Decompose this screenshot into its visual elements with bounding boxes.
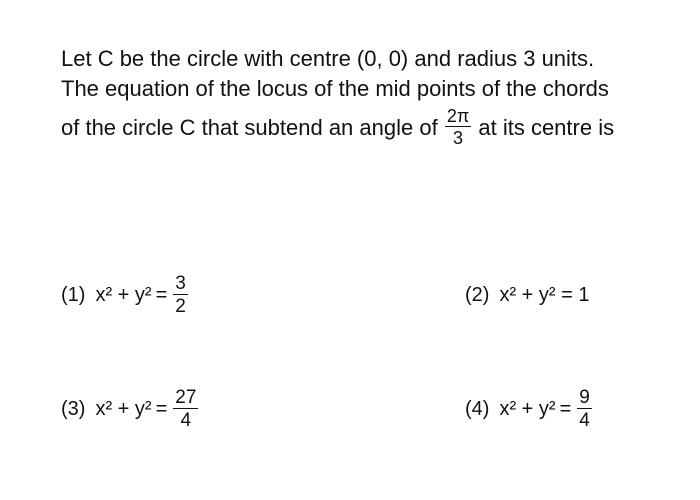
question-line-3-text: of the circle C that subtend an angle of [61, 114, 438, 140]
angle-numerator: 2π [446, 106, 470, 126]
option-1-label: (1) [61, 283, 86, 306]
option-3-label: (3) [61, 397, 86, 420]
option-3-denominator: 4 [180, 410, 192, 431]
option-2[interactable] [465, 270, 589, 320]
option-3-fraction [173, 388, 198, 430]
option-2-text: x² + y² = 1 [499, 283, 590, 306]
option-4-label: (4) [465, 397, 490, 420]
question-line-3-tail: at its centre is [478, 114, 615, 140]
option-1-fraction [173, 274, 188, 316]
angle-denominator: 3 [453, 128, 464, 148]
option-4[interactable] [465, 384, 593, 434]
option-3-equals: = [155, 397, 168, 420]
question-line-3 [61, 106, 615, 157]
option-4-equals: = [559, 397, 572, 420]
option-1-equals: = [155, 283, 168, 306]
option-4-fraction [577, 388, 592, 430]
option-4-numerator: 9 [579, 387, 590, 408]
question-line-1: Let C be the circle with centre (0, 0) and radius 3 units. [61, 46, 595, 71]
option-1-lhs: x² + y² [95, 283, 152, 306]
option-1-denominator: 2 [175, 296, 186, 317]
option-3-numerator: 27 [175, 387, 197, 408]
option-3[interactable] [61, 384, 199, 434]
option-4-lhs: x² + y² [499, 397, 556, 420]
option-1[interactable] [61, 270, 189, 320]
option-3-lhs: x² + y² [95, 397, 152, 420]
option-4-denominator: 4 [579, 410, 590, 431]
option-2-label: (2) [465, 283, 490, 306]
option-1-numerator: 3 [175, 273, 186, 294]
question-line-2: The equation of the locus of the mid points of the chords [61, 76, 609, 101]
angle-fraction [445, 107, 471, 147]
